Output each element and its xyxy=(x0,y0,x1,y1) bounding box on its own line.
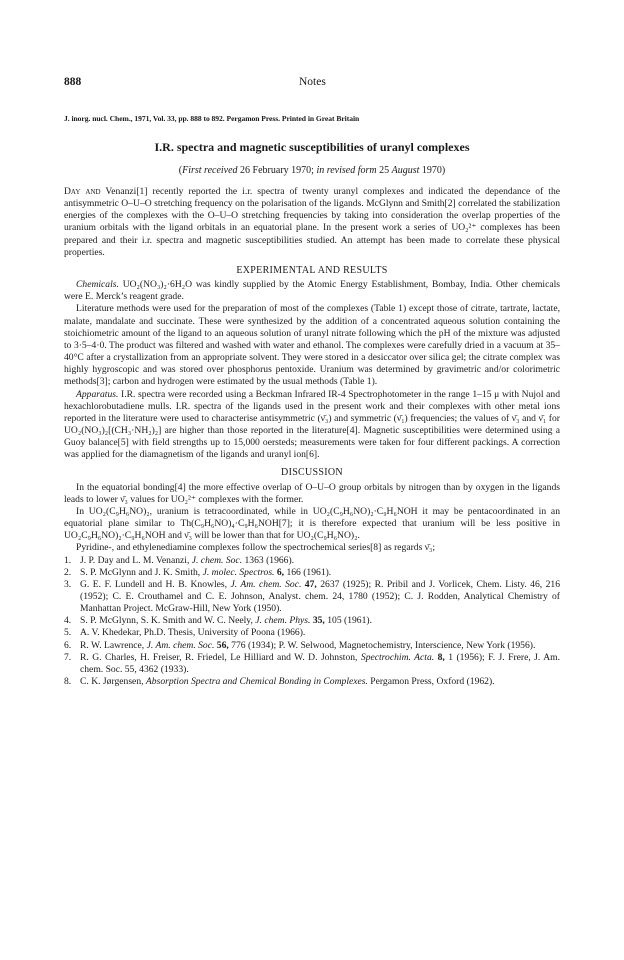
reference-authors: G. E. F. Lundell and H. B. Knowles, xyxy=(80,578,231,590)
reference-item xyxy=(64,555,560,567)
reference-rest: Pergamon Press, Oxford (1962). xyxy=(367,676,495,688)
reference-journal: J. molec. Spectros. xyxy=(202,566,275,578)
received-date: 26 February 1970; xyxy=(237,165,317,176)
section-header: Notes xyxy=(299,76,326,88)
discussion-paragraph-2: In UO₂(C₉H₆NO)₂, uranium is tetracoordinated, while in UO₂(C₉H₆NO)₂·C₉H₆NOH it may be pentacoordinated in an equatorial plane similar to Th(C₉H₆NO)₄·C₉H₆NOH[7]; it is therefore expected that uranium will be less positive in UO₂C₉H₆NO)₂·C₉H₆NOH and ν̄₃ will be lower than that for UO₂(C₉H₆NO)₂. xyxy=(64,505,560,542)
reference-authors: R. G. Charles, H. Freiser, R. Friedel, Le Hilliard and W. D. Johnston, xyxy=(80,651,361,663)
reference-item xyxy=(64,627,560,639)
reference-item xyxy=(64,567,560,579)
reference-journal: Spectrochim. Acta. xyxy=(360,651,435,663)
reference-rest: 776 (1934); P. W. Selwood, Magnetochemistry, Interscience, New York (1956). xyxy=(228,639,536,651)
reference-volume: 47, xyxy=(301,578,317,590)
reference-number: 6. xyxy=(64,639,72,651)
reference-authors: R. W. Lawrence, xyxy=(80,639,147,651)
apparatus-text: I.R. spectra were recorded using a Beckman Infrared IR-4 Spectrophotometer in the range 1–15 μ with Nujol and hexachlorobutadiene mulls. I.R. spectra of the ligands used in the present work and their complexes with other metal ions reported in the literature were used to characterise antisymmetric (ν̄₃) and symmetric (ν̄₁) frequencies; the values of ν̄₃ and ν̄₁ for UO₂(NO₃)₂[(CH₃·NH₂)₂] are higher than those reported in the literature[4]. Magnetic susceptibilities were determined using a Guoy balance[5] with field strengths up to 15,000 oersteds; measurements were taken for four different packings. A correction was applied for the diamagnetism of the ligands and uranyl ion[6]. xyxy=(64,388,560,461)
received-label: First received xyxy=(182,165,238,176)
reference-item xyxy=(64,652,560,676)
discussion-heading: DISCUSSION xyxy=(281,467,343,479)
reference-volume: 6, xyxy=(274,566,285,578)
reference-journal: J. chem. Phys. xyxy=(255,615,311,627)
reference-journal: J. chem. Soc. xyxy=(191,554,243,566)
reference-rest: 166 (1961). xyxy=(284,566,332,578)
reference-rest: 105 (1961). xyxy=(324,615,372,627)
reference-number: 3. xyxy=(64,578,72,590)
reference-journal: Absorption Spectra and Chemical Bonding in Complexes. xyxy=(145,676,368,688)
reference-volume: 56, xyxy=(214,639,229,651)
revised-month: August xyxy=(391,165,420,176)
chemicals-paragraph xyxy=(64,279,560,303)
experimental-heading: EXPERIMENTAL AND RESULTS xyxy=(236,264,388,276)
chemicals-text: UO₂(NO₃)₂·6H₂O was kindly supplied by the Atomic Energy Establishment, Bombay, India. Other chemicals were E. Merck’s reagent grade. xyxy=(64,279,560,303)
methods-paragraph: Literature methods were used for the preparation of most of the complexes (Table 1) except those of citrate, tartrate, lactate, malate, mandalate and succinate. These were synthesized by the addition of a concentrated aqueous solution containing the stoichiometric amount of the ligand to an aqueous solution of uranyl nitrate following which the pH of the mixture was adjusted to 3·5–4·0. The product was filtered and washed with water and ethanol. The complexes were carefully dried in a vacuum at 35–40°C after a crystallization from an appropriate solvent. They were stored in a desiccator over silica gel; the citrate complex was highly hygroscopic and was stored over phosphorus pentoxide. Uranium was determined by gravimetric and/or colorimetric methods[3]; carbon and hydrogen were estimated by the usual methods (Table 1). xyxy=(64,303,560,388)
reference-item xyxy=(64,579,560,615)
reference-journal: J. Am. chem. Soc. xyxy=(146,639,215,651)
apparatus-label: Apparatus. xyxy=(76,388,119,400)
reference-number: 2. xyxy=(64,566,72,578)
received-dates xyxy=(64,165,560,176)
reference-volume: 35, xyxy=(310,615,325,627)
intro-lead: Day and xyxy=(64,186,101,197)
discussion-paragraph-1: In the equatorial bonding[4] the more effective overlap of O–U–O group orbitals by nitrogen than by oxygen in the ligands leads to lower ν̄₃ values for UO₂²⁺ complexes with the former. xyxy=(64,481,560,505)
reference-number: 1. xyxy=(64,554,72,566)
article-body xyxy=(64,186,560,688)
chemicals-label: Chemicals. xyxy=(76,279,119,291)
page-number: 888 xyxy=(64,76,82,88)
reference-rest: 2637 (1925); R. Pribil and J. Vorlicek, Chem. Listy. 46, 216 (1952); C. E. Crouthamel and C. E. Johnson, Analyst. chem. 24, 1780 (1952); C. J. Rodden, Analytical Chemistry of Manhattan Project. McGraw-Hill, New York (1950). xyxy=(80,578,561,615)
article-title: I.R. spectra and magnetic susceptibilities of uranyl complexes xyxy=(154,140,470,154)
intro-text: Venanzi[1] recently reported the i.r. spectra of twenty uranyl complexes and indicated the dependance of the antisymmetric O–U–O stretching frequency on the polarisation of the ligands. McGlynn and Smith[2] correlated the stabilization energies of the complexes with the O–U–O stretching frequencies by taking into consideration the overlap properties of the uranium orbitals with the ligand orbitals in an equatorial plane. In the present work a series of UO₂²⁺ complexes has been prepared and their i.r. spectra and magnetic susceptibilities studied. An attempt has been made to correlate these physical properties. xyxy=(64,186,561,258)
reference-authors: S. P. McGlynn and J. K. Smith, xyxy=(80,566,203,578)
reference-number: 8. xyxy=(64,676,72,688)
reference-item xyxy=(64,640,560,652)
revised-year: 1970) xyxy=(419,165,446,176)
discussion-paragraph-3: Pyridine-, and ethylenediamine complexes follow the spectrochemical series[8] as regards ν̄₃; xyxy=(76,542,436,554)
reference-rest: 1363 (1966). xyxy=(242,554,295,566)
reference-authors: C. K. Jørgensen, xyxy=(80,676,146,688)
reference-number: 7. xyxy=(64,651,72,663)
intro-paragraph xyxy=(64,186,560,259)
reference-item xyxy=(64,615,560,627)
reference-list xyxy=(64,555,560,689)
reference-item xyxy=(64,676,560,688)
reference-volume: 8, xyxy=(434,651,445,663)
reference-authors: A. V. Khedekar, Ph.D. Thesis, University of Poona (1966). xyxy=(80,627,306,639)
reference-number: 4. xyxy=(64,615,72,627)
apparatus-paragraph xyxy=(64,389,560,462)
reference-rest: 1 (1956); F. J. Frere, J. Am. chem. Soc. 55, 4362 (1933). xyxy=(80,651,561,675)
citation-line: J. inorg. nucl. Chem., 1971, Vol. 33, pp. 888 to 892. Pergamon Press. Printed in Great Britain xyxy=(64,114,360,123)
revised-label: in revised form xyxy=(316,165,377,176)
reference-authors: J. P. Day and L. M. Venanzi, xyxy=(80,554,192,566)
reference-authors: S. P. McGlynn, S. K. Smith and W. C. Neely, xyxy=(80,615,256,627)
reference-number: 5. xyxy=(64,627,72,639)
paren-open: ( xyxy=(178,165,183,176)
revised-day: 25 xyxy=(376,165,392,176)
reference-journal: J. Am. chem. Soc. xyxy=(230,578,302,590)
